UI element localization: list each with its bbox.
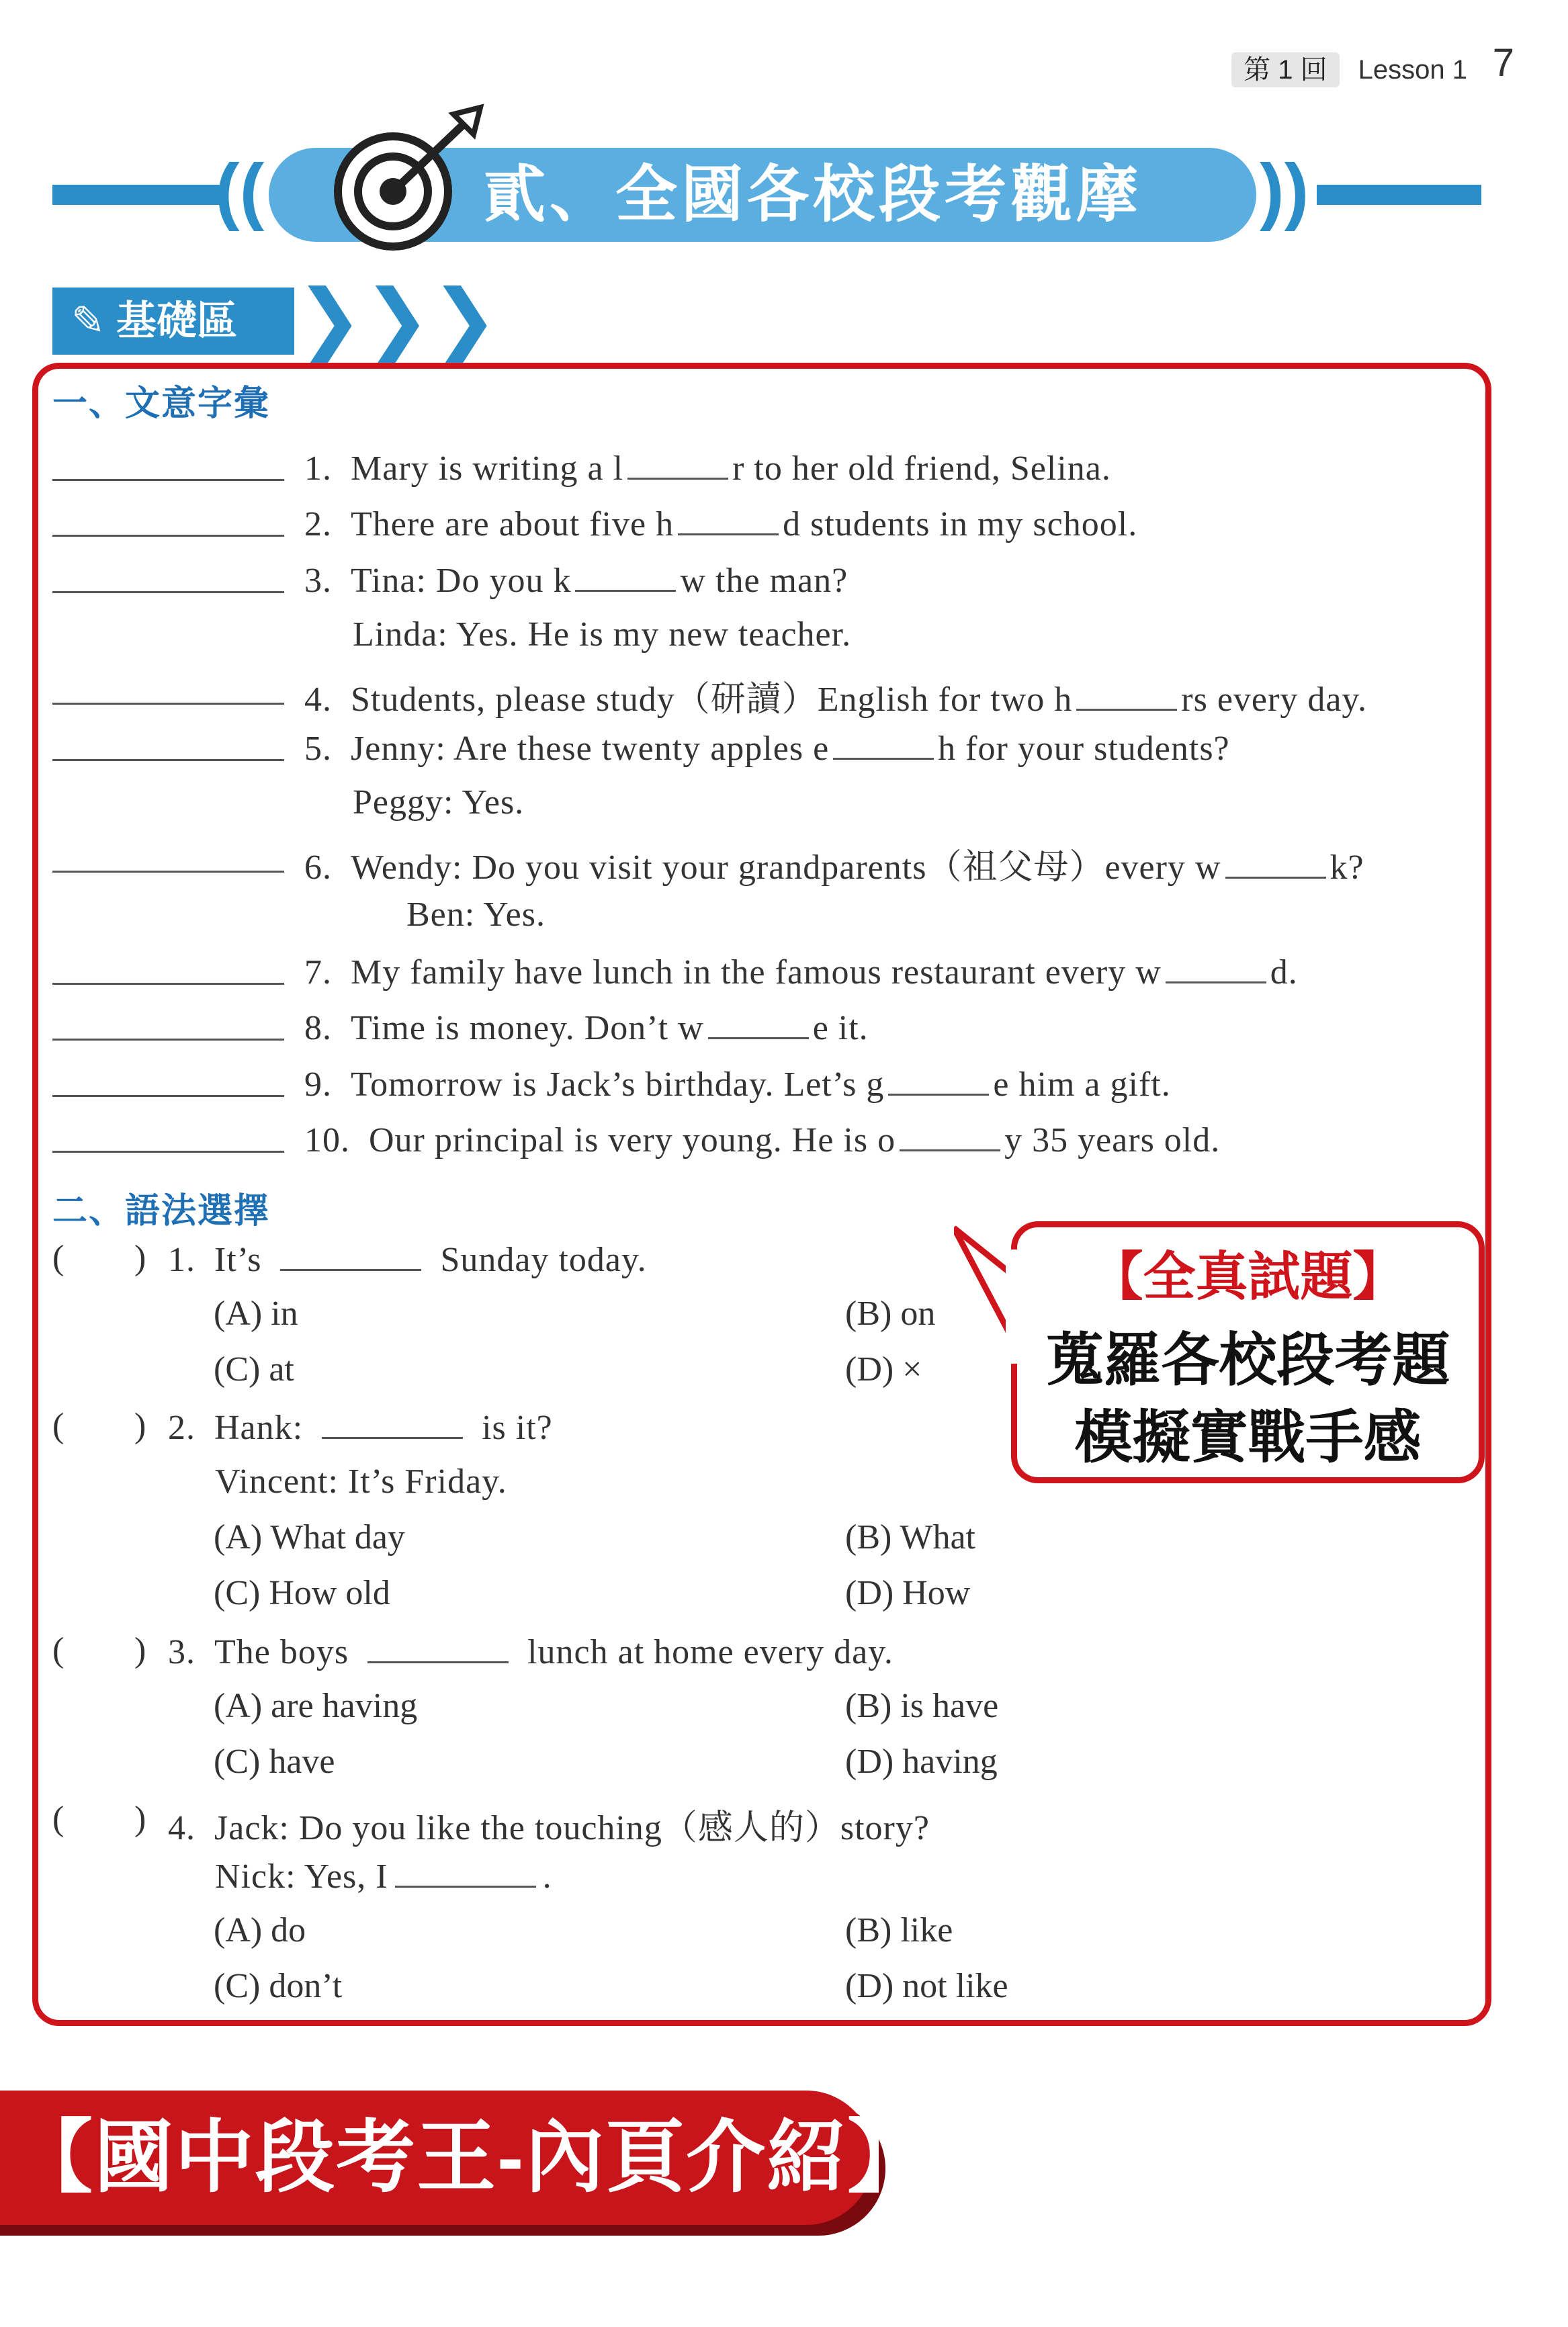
item-number: 5. (304, 730, 332, 768)
letter-end: y (1004, 1121, 1023, 1159)
item-text-after: every day. (1207, 680, 1368, 719)
question-text-after: lunch at home every day. (527, 1633, 894, 1671)
question-line2-after: . (542, 1857, 552, 1896)
answer-blank[interactable] (52, 1095, 284, 1097)
question-number: 1. (168, 1241, 195, 1279)
answer-paren-close (134, 1238, 146, 1278)
item-number: 10. (304, 1121, 350, 1159)
chevron-right-icon: ❯❯❯ (296, 274, 498, 364)
answer-blank[interactable] (52, 479, 284, 481)
paren-open: ( (52, 1407, 65, 1445)
option-b[interactable]: (B) like (845, 1911, 953, 1949)
question-line2: Nick: Yes, I (215, 1857, 388, 1896)
item-text: Our principal is very young. He is (369, 1121, 878, 1159)
question-blank[interactable] (367, 1630, 509, 1663)
letter-blank[interactable] (833, 727, 934, 760)
vocab-item (304, 670, 1367, 721)
option-c[interactable]: (C) don’t (214, 1967, 343, 2005)
letter-start: h (656, 505, 674, 543)
item-text-after: the man? (706, 562, 848, 600)
letter-blank[interactable] (678, 502, 779, 535)
letter-end: r (732, 449, 745, 488)
vocab-item (304, 502, 1137, 544)
answer-paren-open (52, 1238, 64, 1278)
callout-line1: 【全真試題】 (1090, 1247, 1405, 1306)
answer-blank[interactable] (52, 871, 284, 873)
letter-blank[interactable] (1166, 951, 1266, 983)
item-number: 4. (304, 680, 332, 719)
answer-paren-close (134, 1630, 146, 1670)
letter-start: l (613, 449, 624, 488)
page-number: 7 (1492, 41, 1514, 85)
question-line (168, 1630, 894, 1672)
letter-blank[interactable] (708, 1006, 809, 1039)
question-number: 2. (168, 1409, 195, 1447)
letter-start: k (553, 562, 572, 600)
item-text: Tina: Do you (351, 562, 554, 600)
letter-blank[interactable] (888, 1063, 989, 1096)
item-text: Time is money. Don’t (351, 1009, 679, 1047)
item-text: Jenny: Are these twenty apples (351, 730, 814, 768)
lesson-header (1231, 48, 1467, 87)
option-d[interactable]: (D) How (845, 1574, 971, 1612)
paren-close: ) (134, 1631, 147, 1669)
item-text: Linda: Yes. He is my new teacher. (353, 615, 852, 654)
vocab-item (353, 783, 524, 822)
letter-start: h (1054, 680, 1073, 719)
question-text: Hank: (214, 1409, 304, 1447)
option-b[interactable]: (B) is have (845, 1687, 999, 1725)
item-text: Wendy: Do you visit your grandparents（祖父母）every (351, 848, 1195, 887)
option-a[interactable]: (A) in (214, 1294, 298, 1333)
paren-open: ( (52, 1239, 65, 1277)
vocab-item (304, 838, 1364, 889)
lesson-label: Lesson 1 (1358, 55, 1467, 85)
answer-blank[interactable] (52, 591, 284, 593)
item-text-after: ? (1348, 848, 1364, 887)
answer-paren-close (134, 1406, 146, 1446)
section-tab (52, 288, 294, 355)
option-c[interactable]: (C) How old (214, 1574, 390, 1612)
option-b[interactable]: (B) on (845, 1294, 936, 1333)
item-text-after: it. (828, 1009, 869, 1047)
section2-title: 二、語法選擇 (52, 1192, 271, 1231)
answer-blank[interactable] (52, 1039, 284, 1041)
letter-end: k (1330, 848, 1348, 887)
banner-bracket-left: (( (215, 149, 265, 232)
vocab-item (304, 1006, 869, 1048)
paren-close: ) (134, 1407, 147, 1445)
question-line2: Vincent: It’s Friday. (215, 1462, 507, 1501)
letter-end: rs (1181, 680, 1208, 719)
question-line2-row (215, 1462, 507, 1501)
item-text: Tomorrow is Jack’s birthday. Let’s (351, 1065, 867, 1104)
item-number: 9. (304, 1065, 332, 1104)
vocab-item (304, 1118, 1220, 1160)
letter-blank[interactable] (1076, 678, 1177, 711)
target-icon (329, 101, 490, 255)
question-blank[interactable] (395, 1855, 536, 1888)
vocab-item (304, 951, 1298, 992)
letter-blank[interactable] (627, 447, 728, 480)
banner-bracket-right: )) (1260, 149, 1309, 232)
question-line2-row (215, 1855, 552, 1896)
item-text: My family have lunch in the famous restaurant every (351, 953, 1136, 992)
item-text-after: him a gift. (1009, 1065, 1171, 1104)
item-text: Mary is writing a (351, 449, 613, 488)
item-number: 8. (304, 1009, 332, 1047)
item-number: 3. (304, 562, 332, 600)
answer-blank[interactable] (52, 535, 284, 537)
paren-close: ) (134, 1239, 147, 1277)
letter-start: w (678, 1009, 704, 1047)
item-text-after: 35 years old. (1022, 1121, 1221, 1159)
question-number: 4. (168, 1809, 195, 1847)
question-blank[interactable] (322, 1406, 463, 1439)
item-text: Peggy: Yes. (353, 783, 525, 822)
vocab-item (304, 1063, 1171, 1104)
answer-paren-open (52, 1799, 64, 1839)
item-text-after: for your students? (956, 730, 1230, 768)
question-text: The boys (214, 1633, 349, 1671)
letter-start: w (1194, 848, 1221, 887)
answer-paren-open (52, 1406, 64, 1446)
item-number: 7. (304, 953, 332, 992)
letter-end: w (680, 562, 707, 600)
question-text: Jack: Do you like the touching（感人的）story? (214, 1809, 930, 1847)
option-a[interactable]: (A) do (214, 1911, 306, 1949)
letter-start: o (877, 1121, 896, 1159)
letter-blank[interactable] (900, 1118, 1000, 1151)
option-a[interactable]: (A) are having (214, 1687, 418, 1725)
letter-start: e (813, 730, 830, 768)
callout-line3: 模擬實戰手感 (1074, 1405, 1422, 1470)
item-text-after: . (1288, 953, 1298, 992)
item-text-after: students in my school. (801, 505, 1138, 543)
answer-blank[interactable] (52, 983, 284, 985)
answer-slot-wrap[interactable] (81, 1799, 134, 1839)
question-blank[interactable] (280, 1238, 421, 1271)
lesson-chip: 第 1 回 (1231, 52, 1339, 87)
item-number: 1. (304, 449, 332, 488)
item-number: 2. (304, 505, 332, 543)
option-d[interactable]: (D) × (845, 1350, 922, 1389)
item-number: 6. (304, 848, 332, 887)
letter-end: e (993, 1065, 1010, 1104)
answer-blank[interactable] (52, 759, 284, 761)
letter-blank[interactable] (575, 559, 676, 592)
vocab-item (304, 727, 1230, 769)
vocab-item (304, 559, 848, 601)
question-line (168, 1238, 647, 1280)
callout-line2: 蒐羅各校段考題 (1045, 1328, 1450, 1393)
question-line (168, 1799, 930, 1849)
question-line (168, 1406, 553, 1448)
banner-title: 貳、全國各校段考觀摩 (484, 161, 1143, 229)
ribbon-text: 【國中段考王-內頁介紹】 (13, 2113, 928, 2202)
section-tab-label: 基礎區 (116, 298, 237, 343)
letter-start: w (1135, 953, 1162, 992)
banner-line-left (52, 185, 220, 205)
pin-icon: ✎ (71, 298, 105, 343)
question-text-after: Sunday today. (440, 1241, 647, 1279)
answer-paren-close (134, 1799, 146, 1839)
answer-slot-wrap[interactable] (81, 1630, 134, 1670)
answer-blank[interactable] (52, 703, 284, 705)
answer-slot-wrap[interactable] (81, 1406, 134, 1446)
answer-paren-open (52, 1630, 64, 1670)
letter-end: d (783, 505, 801, 543)
paren-close: ) (134, 1800, 147, 1838)
item-text-after: to her old friend, Selina. (744, 449, 1111, 488)
item-text: Students, please study（研讀）English for two (351, 680, 1055, 719)
option-d[interactable]: (D) having (845, 1743, 998, 1781)
answer-blank[interactable] (52, 1151, 284, 1153)
vocab-item (304, 447, 1111, 488)
letter-end: h (938, 730, 957, 768)
question-text-after: is it? (482, 1409, 553, 1447)
banner-line-right (1317, 185, 1481, 205)
letter-end: e (812, 1009, 829, 1047)
question-text: It’s (214, 1241, 262, 1279)
question-number: 3. (168, 1633, 195, 1671)
option-a[interactable]: (A) What day (214, 1518, 405, 1556)
vocab-item (353, 615, 851, 654)
paren-open: ( (52, 1800, 65, 1838)
letter-blank[interactable] (1225, 846, 1326, 879)
option-d[interactable]: (D) not like (845, 1967, 1008, 2005)
option-c[interactable]: (C) have (214, 1743, 335, 1781)
vocab-item (406, 895, 546, 934)
section1-title: 一、文意字彙 (52, 384, 271, 423)
item-text: Ben: Yes. (406, 895, 546, 934)
letter-end: d (1270, 953, 1289, 992)
option-c[interactable]: (C) at (214, 1350, 294, 1389)
paren-open: ( (52, 1631, 65, 1669)
item-text: There are about five (351, 505, 656, 543)
answer-slot-wrap[interactable] (81, 1238, 134, 1278)
option-b[interactable]: (B) What (845, 1518, 975, 1556)
letter-start: g (866, 1065, 885, 1104)
